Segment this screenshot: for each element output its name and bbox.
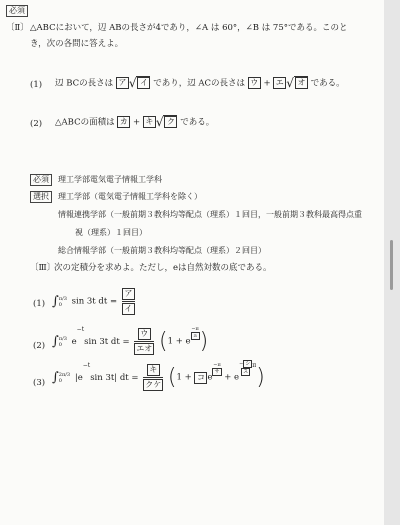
exponent: −t [82, 361, 91, 369]
answer-box-e: エ [273, 77, 286, 89]
select-tag: 選択 [30, 191, 52, 203]
exponent-fraction-1: −π サ [213, 362, 221, 375]
abs-e-base: |e [74, 372, 83, 383]
lower-limit: 0 [58, 301, 62, 308]
lower-limit: 0 [58, 377, 62, 384]
integral-symbol: ∫ [52, 370, 59, 385]
answer-box-kuke: クケ [145, 380, 162, 389]
integral-1-expr: sin 3t dt = [71, 296, 118, 307]
exponent-fraction: $\frac{-\pi}{\text{ａ}}$ [191, 326, 199, 339]
integral-2-answer [134, 328, 154, 355]
problem-2-text-line2: き，次の各問に答えよ。 [30, 39, 124, 49]
department-line-b: 視（理系）１回目） [75, 228, 147, 237]
exponent-fraction-2: − シ ス [239, 361, 251, 375]
lower-limit: 0 [58, 341, 62, 348]
answer-box-i: イ [137, 77, 150, 89]
sqrt-symbol: √ [155, 115, 164, 129]
plus-e: + e [224, 372, 240, 383]
answer-box-ko: コ [194, 372, 207, 384]
required-department: 理工学部電気電子情報工学科 [58, 175, 162, 184]
required-tag-2: 必須 [30, 174, 52, 186]
upper-limit: π/3 [58, 295, 67, 302]
integral-2-number: (2) [33, 341, 46, 351]
department-line-a: 情報連携学部（一般前期３教科均等配点（理系）１回目，一般前期３教科最高得点重 [58, 210, 362, 219]
question-2-post: である。 [180, 117, 215, 128]
question-2-pre: △ABCの面積は [55, 117, 115, 128]
integral-3-number: (3) [33, 378, 46, 388]
question-1 [55, 76, 345, 90]
one-plus: 1 + [176, 372, 192, 383]
plus-sign: + [263, 78, 271, 89]
problem-2-number: 〔Ⅱ〕 [6, 23, 29, 33]
sqrt-symbol: √ [286, 76, 294, 90]
left-paren: ( [167, 365, 177, 390]
required-tag: 必須 [6, 5, 28, 17]
question-1-number: (1) [30, 80, 43, 90]
problem-3-number: 〔Ⅲ〕 [30, 263, 56, 273]
question-2-number: (2) [30, 119, 43, 129]
answer-box-a: ア [122, 288, 135, 300]
upper-limit: π/3 [58, 335, 67, 342]
integral-1-number: (1) [33, 299, 46, 309]
plus-sign: + [133, 117, 141, 128]
question-1-mid: であり，辺 ACの長さは [153, 78, 246, 89]
question-2 [55, 115, 214, 129]
right-paren: ) [199, 329, 209, 354]
integral-3 [52, 361, 265, 391]
integral-3-expr: sin 3t| dt = [90, 372, 139, 383]
answer-box-exp: ａ [192, 333, 198, 339]
right-paren: ) [256, 365, 265, 390]
answer-box-sa: サ [214, 369, 220, 375]
upper-limit: 2π/3 [58, 371, 71, 378]
left-paren: ( [159, 329, 168, 354]
integral-2-expr: sin 3t dt = [84, 336, 130, 347]
question-1-pre: 辺 BCの長さは [55, 78, 114, 89]
answer-box-shi: シ [245, 361, 251, 367]
integral-3-answer [143, 364, 163, 391]
answer-box-u: ウ [138, 328, 151, 340]
integral-2 [52, 325, 209, 355]
answer-box-o: オ [295, 77, 308, 89]
answer-box-u: ウ [248, 77, 261, 89]
exp-pi: π [217, 362, 221, 368]
integral-symbol: ∫ [52, 294, 59, 309]
exp-pi: π [195, 326, 199, 332]
department-line-c: 総合情報学部（一般前期３教科均等配点（理系）２回目） [58, 246, 266, 255]
select-department: 理工学部（電気電子情報工学科を除く） [58, 192, 202, 201]
answer-box-ki: キ [143, 116, 156, 128]
exponent: −t [76, 325, 85, 333]
answer-box-su: ス [243, 369, 249, 375]
one-plus-e: 1 + e [167, 336, 191, 347]
answer-box-a: ア [116, 77, 129, 89]
answer-box-eo: エオ [136, 344, 153, 353]
answer-box-ki: キ [147, 364, 160, 376]
sqrt-symbol: √ [128, 76, 137, 90]
integral-1 [52, 288, 137, 315]
answer-box-ka: カ [117, 116, 130, 128]
problem-2-text-line1: △ABCにおいて，辺 ABの長さが4であり，∠A は 60°，∠B は 75°である。このと [30, 23, 348, 33]
e-base-2: e [207, 372, 213, 383]
pi-symbol: π [252, 362, 257, 369]
answer-box-ku: ク [164, 116, 177, 128]
scrollbar-handle[interactable] [390, 240, 393, 290]
question-1-post: である。 [310, 78, 345, 89]
e-base: e [71, 336, 77, 347]
integral-1-answer [122, 288, 135, 315]
answer-box-i: イ [122, 303, 135, 315]
problem-3-text: 次の定積分を求めよ。ただし，eは自然対数の底である。 [54, 263, 272, 273]
integral-symbol: ∫ [52, 334, 59, 349]
